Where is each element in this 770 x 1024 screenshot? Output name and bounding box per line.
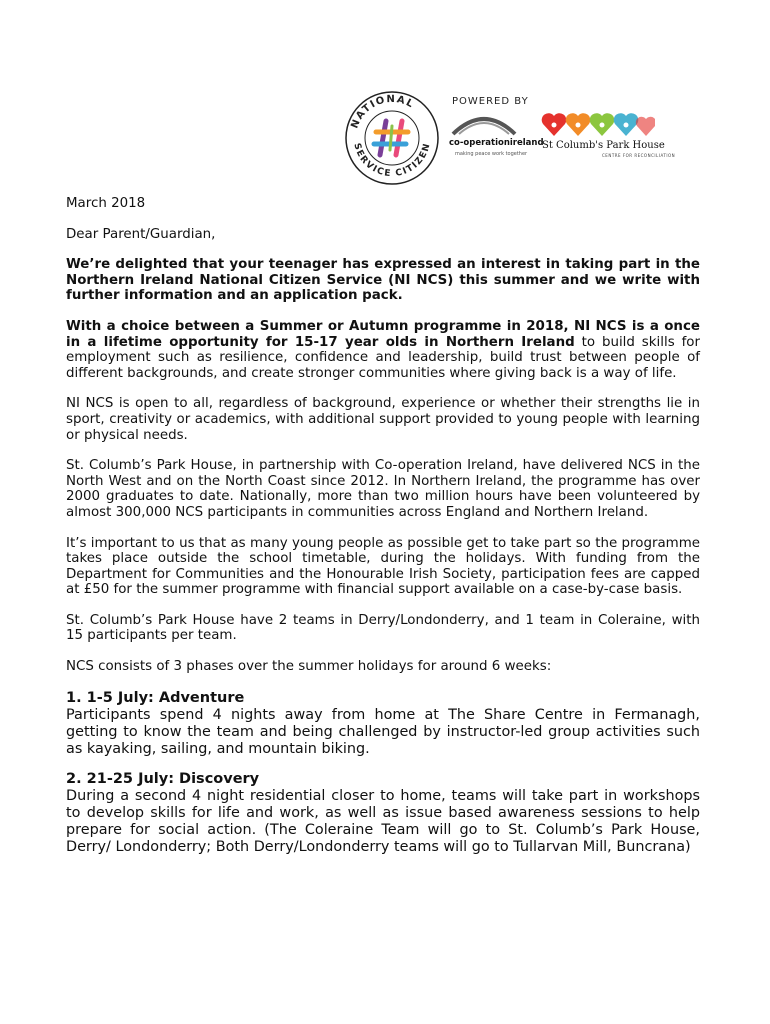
ncs-logo <box>342 88 442 188</box>
st-columbs-park-house-logo <box>540 106 676 166</box>
funding-paragraph: It’s important to us that as many young people as possible get to take part so the programme takes place outside the school timetable, during the holidays. With funding from the Department for Communities and the Honourable Irish Society, participation fees are capped at £50 for the summer programme with financial support available on a case-by-case basis. <box>66 535 700 598</box>
choice-rest-text: to build skills for employment such as resilience, confidence and leadership, build trust between people of different backgrounds, and create stronger communities where giving back is a way of life. <box>66 334 700 381</box>
phase-item <box>66 771 700 856</box>
teams-paragraph: St. Columb’s Park House have 2 teams in Derry/Londonderry, and 1 team in Coleraine, with 15 participants per team. <box>66 612 700 644</box>
hash-icon <box>374 121 408 155</box>
letter-greeting: Dear Parent/Guardian, <box>66 226 216 242</box>
coop-name: co-operationireland <box>449 138 544 148</box>
letter-date: March 2018 <box>66 196 146 211</box>
choice-bold-text: With a choice between a Summer or Autumn programme in 2018, NI NCS is a once in a lifetime opportunity for 15-17 year olds in Northern Ireland <box>66 318 700 350</box>
open-to-all-paragraph: NI NCS is open to all, regardless of background, experience or whether their strengths lie in sport, creativity or academics, with additional support provided to young people with learning or physical needs. <box>66 396 700 443</box>
choice-paragraph <box>66 319 700 381</box>
phase-body: Participants spend 4 nights away from home at The Share Centre in Fermanagh, getting to know the team and being challenged by instructor-led group activities such as kayaking, sailing, and mountain biking. <box>66 706 700 757</box>
bridge-icon <box>449 110 519 136</box>
coop-tagline: making peace work together <box>455 151 528 157</box>
hearts-icon <box>540 106 655 140</box>
cooperation-ireland-logo <box>449 110 544 165</box>
scph-subtitle: CENTRE FOR RECONCILIATION <box>602 153 676 158</box>
scph-name: St Columb's Park House <box>542 140 665 151</box>
phases-intro: NCS consists of 3 phases over the summer holidays for around 6 weeks: <box>66 659 552 675</box>
svg-text:SERVICE CITIZEN: SERVICE CITIZEN <box>351 141 433 180</box>
phase-item <box>66 690 700 758</box>
phase-body: During a second 4 night residential closer to home, teams will take part in workshops to develop skills for life and work, as well as issue based awareness sessions to help prepare for social action. (The Coleraine Team will go to St. Columb’s Park House, Derry/ Londonderry; Both Derry/Londonderry teams will go to Tullarvan Mill, Buncrana) <box>66 787 700 855</box>
intro-paragraph: We’re delighted that your teenager has expressed an interest in taking part in the Northern Ireland National Citizen Service (NI NCS) this summer and we write with further information and an application pack. <box>66 257 700 304</box>
letterhead <box>0 0 770 190</box>
phase-title: 1. 1-5 July: Adventure <box>66 689 245 706</box>
powered-by-label: POWERED BY <box>452 96 529 107</box>
letter-body <box>66 196 700 869</box>
svg-text:NATIONAL: NATIONAL <box>349 93 417 131</box>
partnership-paragraph: St. Columb’s Park House, in partnership with Co-operation Ireland, have delivered NCS in the North West and on the North Coast since 2012. In Northern Ireland, the programme has over 2000 graduates to date. Nationally, more than two million hours have been volunteered by almost 300,000 NCS participants in communities across England and Northern Ireland. <box>66 458 700 520</box>
phase-title: 2. 21-25 July: Discovery <box>66 770 260 787</box>
